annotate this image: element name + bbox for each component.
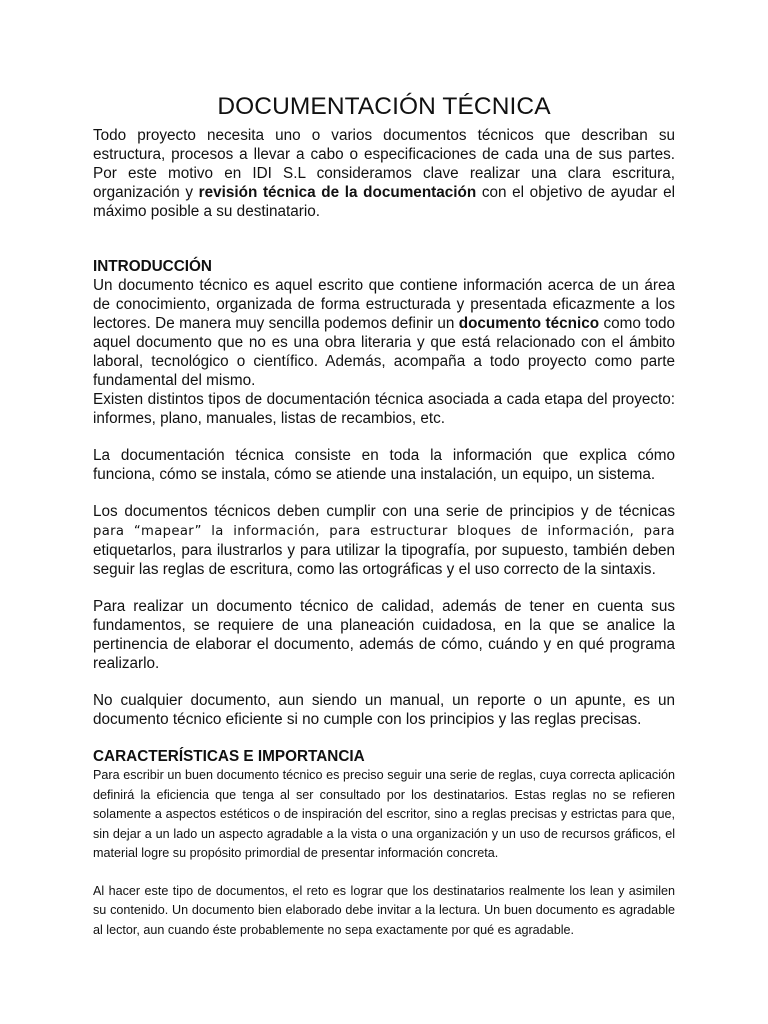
spacer — [93, 428, 675, 446]
introduccion-paragraph-6: No cualquier documento, aun siendo un manual, un reporte o un apunte, es un documento técnico eficiente si no cumple con los principios y las reglas precisas. — [93, 692, 675, 728]
spacer — [93, 221, 675, 257]
document-title: DOCUMENTACIÓN TÉCNICA — [217, 93, 551, 120]
spacer — [93, 579, 675, 597]
introduccion-p4-text-2: etiquetarlos, para ilustrarlos y para utilizar la tipografía, por supuesto, también deben seguir las reglas de escritura, como las ortográficas y el uso correcto de la sintaxis. — [93, 542, 675, 578]
introduccion-p1-text-2: como todo aquel documento que no es una obra literaria y que está relacionado con el ámbito laboral, tecnológico o científico. Además, acompaña a todo proyecto como parte fundamental del mismo. — [93, 315, 675, 389]
introduccion-paragraph-4 — [93, 502, 675, 579]
intro-paragraph — [93, 126, 675, 221]
section-heading-caracteristicas: CARACTERÍSTICAS E IMPORTANCIA — [93, 748, 365, 765]
introduccion-p1-text-1: Un documento técnico es aquel escrito que contiene información acerca de un área de conocimiento, organizada de forma estructurada y presentada eficazmente a los lectores. De manera muy sencilla podemos definir un — [93, 277, 675, 332]
introduccion-p1-bold: documento técnico — [458, 315, 600, 332]
intro-text-1: Todo proyecto necesita uno o varios documentos técnicos que describan su estructura, procesos a llevar a cabo o especificaciones de cada una de sus partes. Por este motivo en IDI S.L consideramos clave realizar una clara escritura, organización y — [93, 127, 675, 201]
spacer — [93, 729, 675, 747]
introduccion-p4-alt-font-text: para “mapear” la información, para estructurar bloques de información, para — [93, 524, 675, 539]
intro-text-2: con el objetivo de ayudar el máximo posible a su destinatario. — [93, 184, 675, 220]
caracteristicas-paragraph-2: Al hacer este tipo de documentos, el reto es lograr que los destinatarios realmente los lean y asimilen su contenido. Un documento bien elaborado debe invitar a la lectura. Un buen documento es agradable al lector, aun cuando éste probablemente no sepa exactamente por qué es agradable. — [93, 883, 675, 937]
section-heading-introduccion: INTRODUCCIÓN — [93, 258, 212, 275]
introduccion-paragraph-5: Para realizar un documento técnico de calidad, además de tener en cuenta sus fundamentos, se requiere de una planeación cuidadosa, en la que se analice la pertinencia de elaborar el documento, además de cómo, cuándo y en qué programa realizarlo. — [93, 598, 675, 672]
caracteristicas-paragraph-1: Para escribir un buen documento técnico es preciso seguir una serie de reglas, cuya correcta aplicación definirá la eficiencia que tenga al ser consultado por los destinatarios. Estas reglas no se refieren solamente a aspectos estéticos o de inspiración del escritor, sino a reglas precisas y estrictas para que, sin dejar a un lado un aspecto agradable a la vista o una organización y un uso de recursos gráficos, el material logre su propósito primordial de presentar información concreta. — [93, 768, 675, 860]
introduccion-paragraph-1 — [93, 276, 675, 390]
introduccion-paragraph-2: Existen distintos tipos de documentación técnica asociada a cada etapa del proyecto: informes, plano, manuales, listas de recambios, etc. — [93, 391, 675, 427]
intro-bold-text: revisión técnica de la documentación — [198, 184, 477, 201]
spacer — [93, 484, 675, 502]
spacer — [93, 673, 675, 691]
document-page — [93, 92, 675, 940]
spacer — [93, 864, 675, 882]
introduccion-p4-text-1: Los documentos técnicos deben cumplir con una serie de principios y de técnicas — [93, 503, 675, 520]
introduccion-paragraph-3: La documentación técnica consiste en toda la información que explica cómo funciona, cómo se instala, cómo se atiende una instalación, un equipo, un sistema. — [93, 447, 675, 483]
